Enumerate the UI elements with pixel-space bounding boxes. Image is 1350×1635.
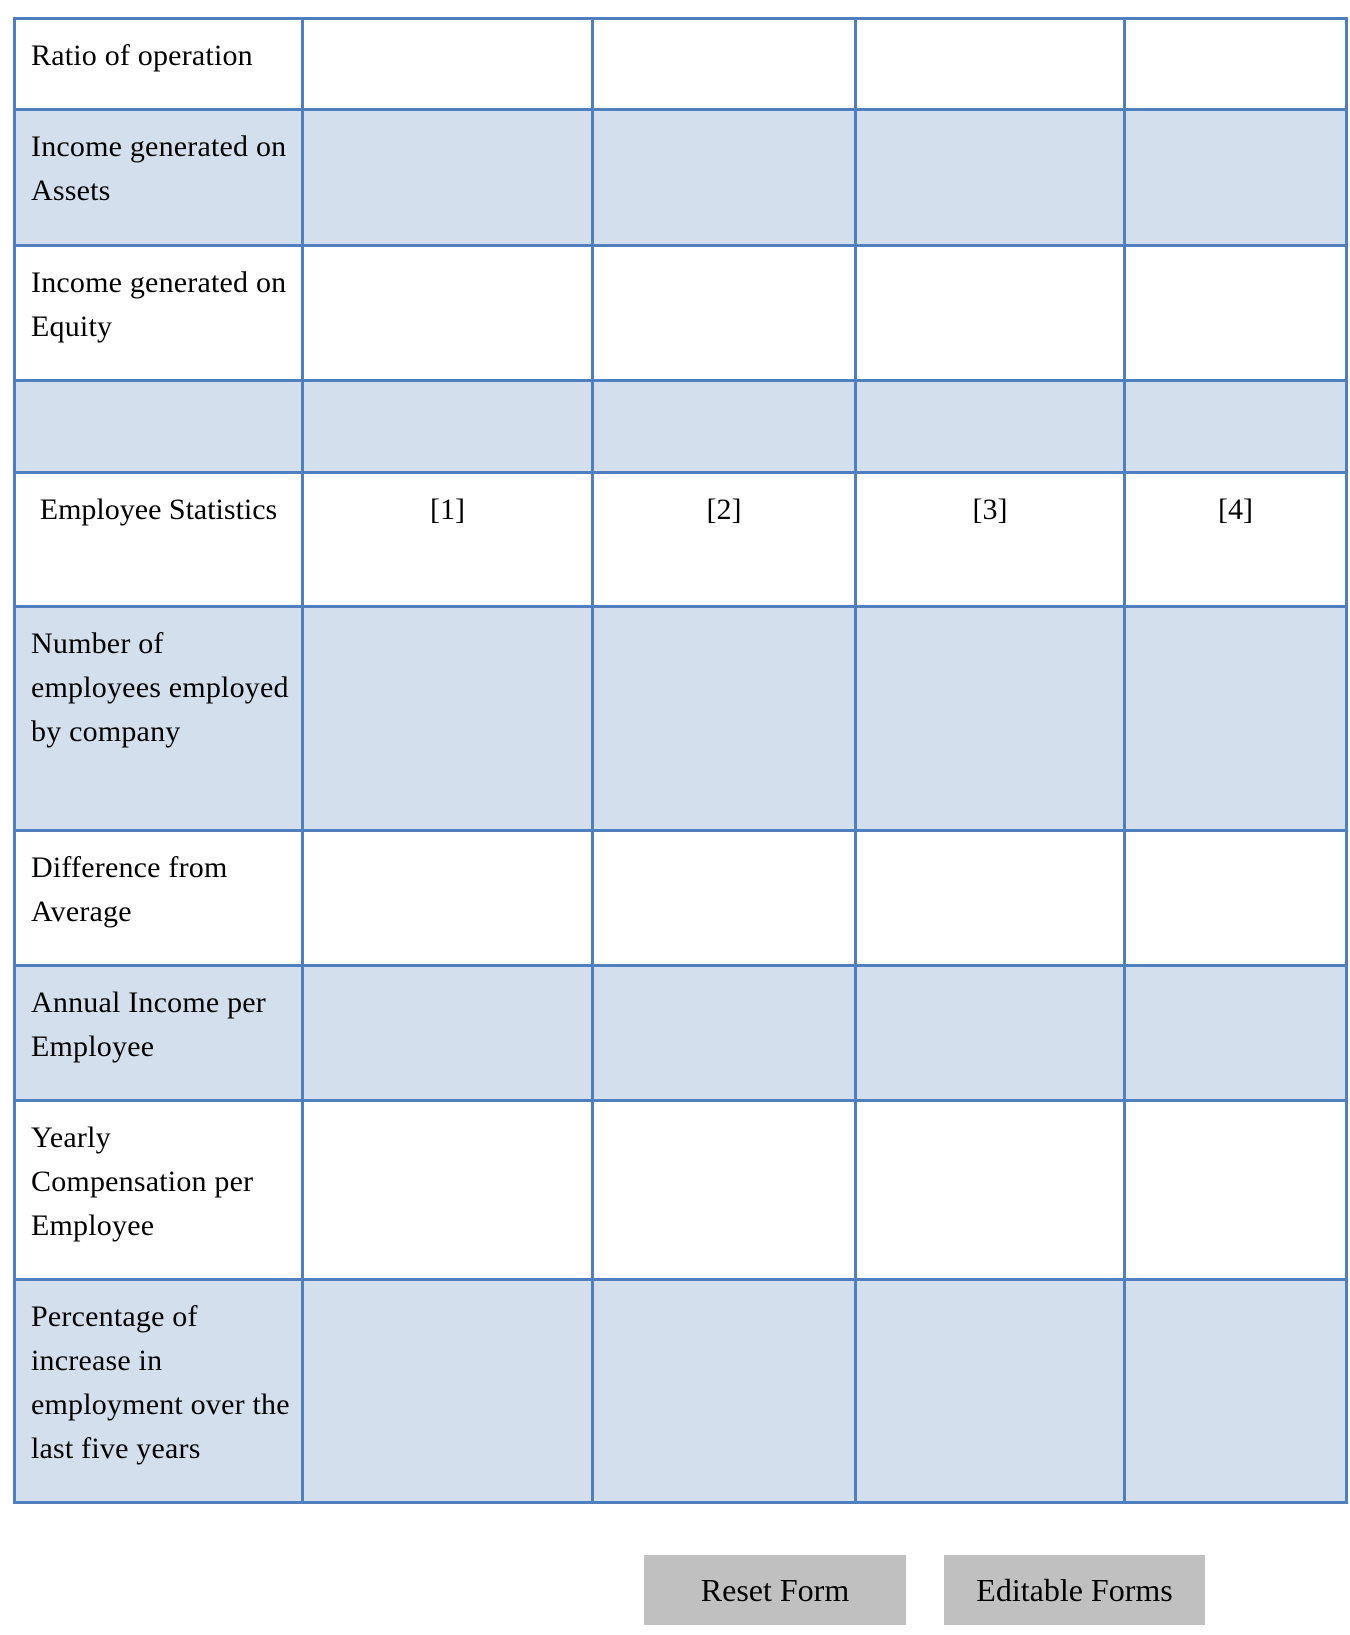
input-cell[interactable] <box>1125 1280 1347 1503</box>
input-cell[interactable] <box>303 110 593 246</box>
input-cell[interactable] <box>856 381 1125 473</box>
input-cell[interactable] <box>303 831 593 966</box>
percentage-increase-input-3[interactable] <box>857 1281 1123 1501</box>
number-of-employees-input-4[interactable] <box>1126 608 1345 829</box>
input-cell[interactable] <box>856 831 1125 966</box>
percentage-increase-input-4[interactable] <box>1126 1281 1345 1501</box>
row-label-number-of-employees: Number of employees employed by company <box>15 607 303 831</box>
number-of-employees-input-3[interactable] <box>857 608 1123 829</box>
row-label-percentage-increase: Percentage of increase in employment over the last five years <box>15 1280 303 1503</box>
income-on-equity-input-4[interactable] <box>1126 247 1345 379</box>
percentage-increase-input-2[interactable] <box>594 1281 854 1501</box>
input-cell[interactable] <box>593 1101 856 1280</box>
input-cell[interactable] <box>303 1280 593 1503</box>
column-header-2: [2] <box>593 473 856 607</box>
annual-income-input-2[interactable] <box>594 967 854 1099</box>
input-cell[interactable] <box>1125 246 1347 381</box>
yearly-compensation-input-2[interactable] <box>594 1102 854 1278</box>
income-on-equity-input-1[interactable] <box>304 247 591 379</box>
input-cell[interactable] <box>303 966 593 1101</box>
row-label-blank <box>15 381 303 473</box>
row-label-annual-income-per-employee: Annual Income per Employee <box>15 966 303 1101</box>
input-cell[interactable] <box>303 607 593 831</box>
input-cell[interactable] <box>1125 966 1347 1101</box>
column-header-4: [4] <box>1125 473 1347 607</box>
number-of-employees-input-2[interactable] <box>594 608 854 829</box>
input-cell[interactable] <box>593 831 856 966</box>
income-on-assets-input-4[interactable] <box>1126 111 1345 244</box>
input-cell[interactable] <box>593 607 856 831</box>
income-on-equity-input-2[interactable] <box>594 247 854 379</box>
annual-income-input-3[interactable] <box>857 967 1123 1099</box>
input-cell[interactable] <box>593 1280 856 1503</box>
input-cell[interactable] <box>1125 110 1347 246</box>
input-cell[interactable] <box>593 110 856 246</box>
yearly-compensation-input-4[interactable] <box>1126 1102 1345 1278</box>
difference-from-average-input-2[interactable] <box>594 832 854 964</box>
input-cell[interactable] <box>856 607 1125 831</box>
blank-row-input-1[interactable] <box>304 382 591 471</box>
input-cell[interactable] <box>856 110 1125 246</box>
input-cell[interactable] <box>856 1280 1125 1503</box>
input-cell[interactable] <box>856 1101 1125 1280</box>
input-cell[interactable] <box>856 966 1125 1101</box>
annual-income-input-4[interactable] <box>1126 967 1345 1099</box>
input-cell[interactable] <box>856 246 1125 381</box>
employee-statistics-header-row <box>15 473 1347 607</box>
employee-statistics-heading: Employee Statistics <box>15 473 303 607</box>
table-row <box>15 966 1347 1101</box>
income-on-assets-input-2[interactable] <box>594 111 854 244</box>
input-cell[interactable] <box>303 381 593 473</box>
blank-row-input-2[interactable] <box>594 382 854 471</box>
table-row <box>15 110 1347 246</box>
input-cell[interactable] <box>593 966 856 1101</box>
input-cell[interactable] <box>303 19 593 110</box>
column-header-3: [3] <box>856 473 1125 607</box>
column-header-1: [1] <box>303 473 593 607</box>
yearly-compensation-input-3[interactable] <box>857 1102 1123 1278</box>
table-row <box>15 381 1347 473</box>
input-cell[interactable] <box>1125 831 1347 966</box>
ratio-of-operation-input-3[interactable] <box>857 20 1123 108</box>
input-cell[interactable] <box>1125 607 1347 831</box>
reset-form-button[interactable]: Reset Form <box>644 1555 906 1625</box>
percentage-increase-input-1[interactable] <box>304 1281 591 1501</box>
row-label-difference-from-average: Difference from Average <box>15 831 303 966</box>
input-cell[interactable] <box>303 1101 593 1280</box>
editable-forms-button[interactable]: Editable Forms <box>944 1555 1205 1625</box>
input-cell[interactable] <box>593 246 856 381</box>
difference-from-average-input-1[interactable] <box>304 832 591 964</box>
input-cell[interactable] <box>1125 1101 1347 1280</box>
number-of-employees-input-1[interactable] <box>304 608 591 829</box>
blank-row-input-3[interactable] <box>857 382 1123 471</box>
table-row <box>15 1101 1347 1280</box>
difference-from-average-input-3[interactable] <box>857 832 1123 964</box>
ratio-of-operation-input-4[interactable] <box>1126 20 1345 108</box>
financial-form-table <box>13 17 1348 1504</box>
row-label-yearly-compensation: Yearly Compensation per Employee <box>15 1101 303 1280</box>
income-on-assets-input-1[interactable] <box>304 111 591 244</box>
input-cell[interactable] <box>303 246 593 381</box>
table-row <box>15 607 1347 831</box>
ratio-of-operation-input-2[interactable] <box>594 20 854 108</box>
table-row <box>15 1280 1347 1503</box>
table-row <box>15 19 1347 110</box>
yearly-compensation-input-1[interactable] <box>304 1102 591 1278</box>
table-row <box>15 831 1347 966</box>
input-cell[interactable] <box>593 381 856 473</box>
table-row <box>15 246 1347 381</box>
input-cell[interactable] <box>593 19 856 110</box>
input-cell[interactable] <box>1125 381 1347 473</box>
ratio-of-operation-input-1[interactable] <box>304 20 591 108</box>
input-cell[interactable] <box>856 19 1125 110</box>
annual-income-input-1[interactable] <box>304 967 591 1099</box>
input-cell[interactable] <box>1125 19 1347 110</box>
difference-from-average-input-4[interactable] <box>1126 832 1345 964</box>
income-on-assets-input-3[interactable] <box>857 111 1123 244</box>
row-label-ratio-of-operation: Ratio of operation <box>15 19 303 110</box>
income-on-equity-input-3[interactable] <box>857 247 1123 379</box>
row-label-income-on-equity: Income generated on Equity <box>15 246 303 381</box>
row-label-income-on-assets: Income generated on Assets <box>15 110 303 246</box>
blank-row-input-4[interactable] <box>1126 382 1345 471</box>
